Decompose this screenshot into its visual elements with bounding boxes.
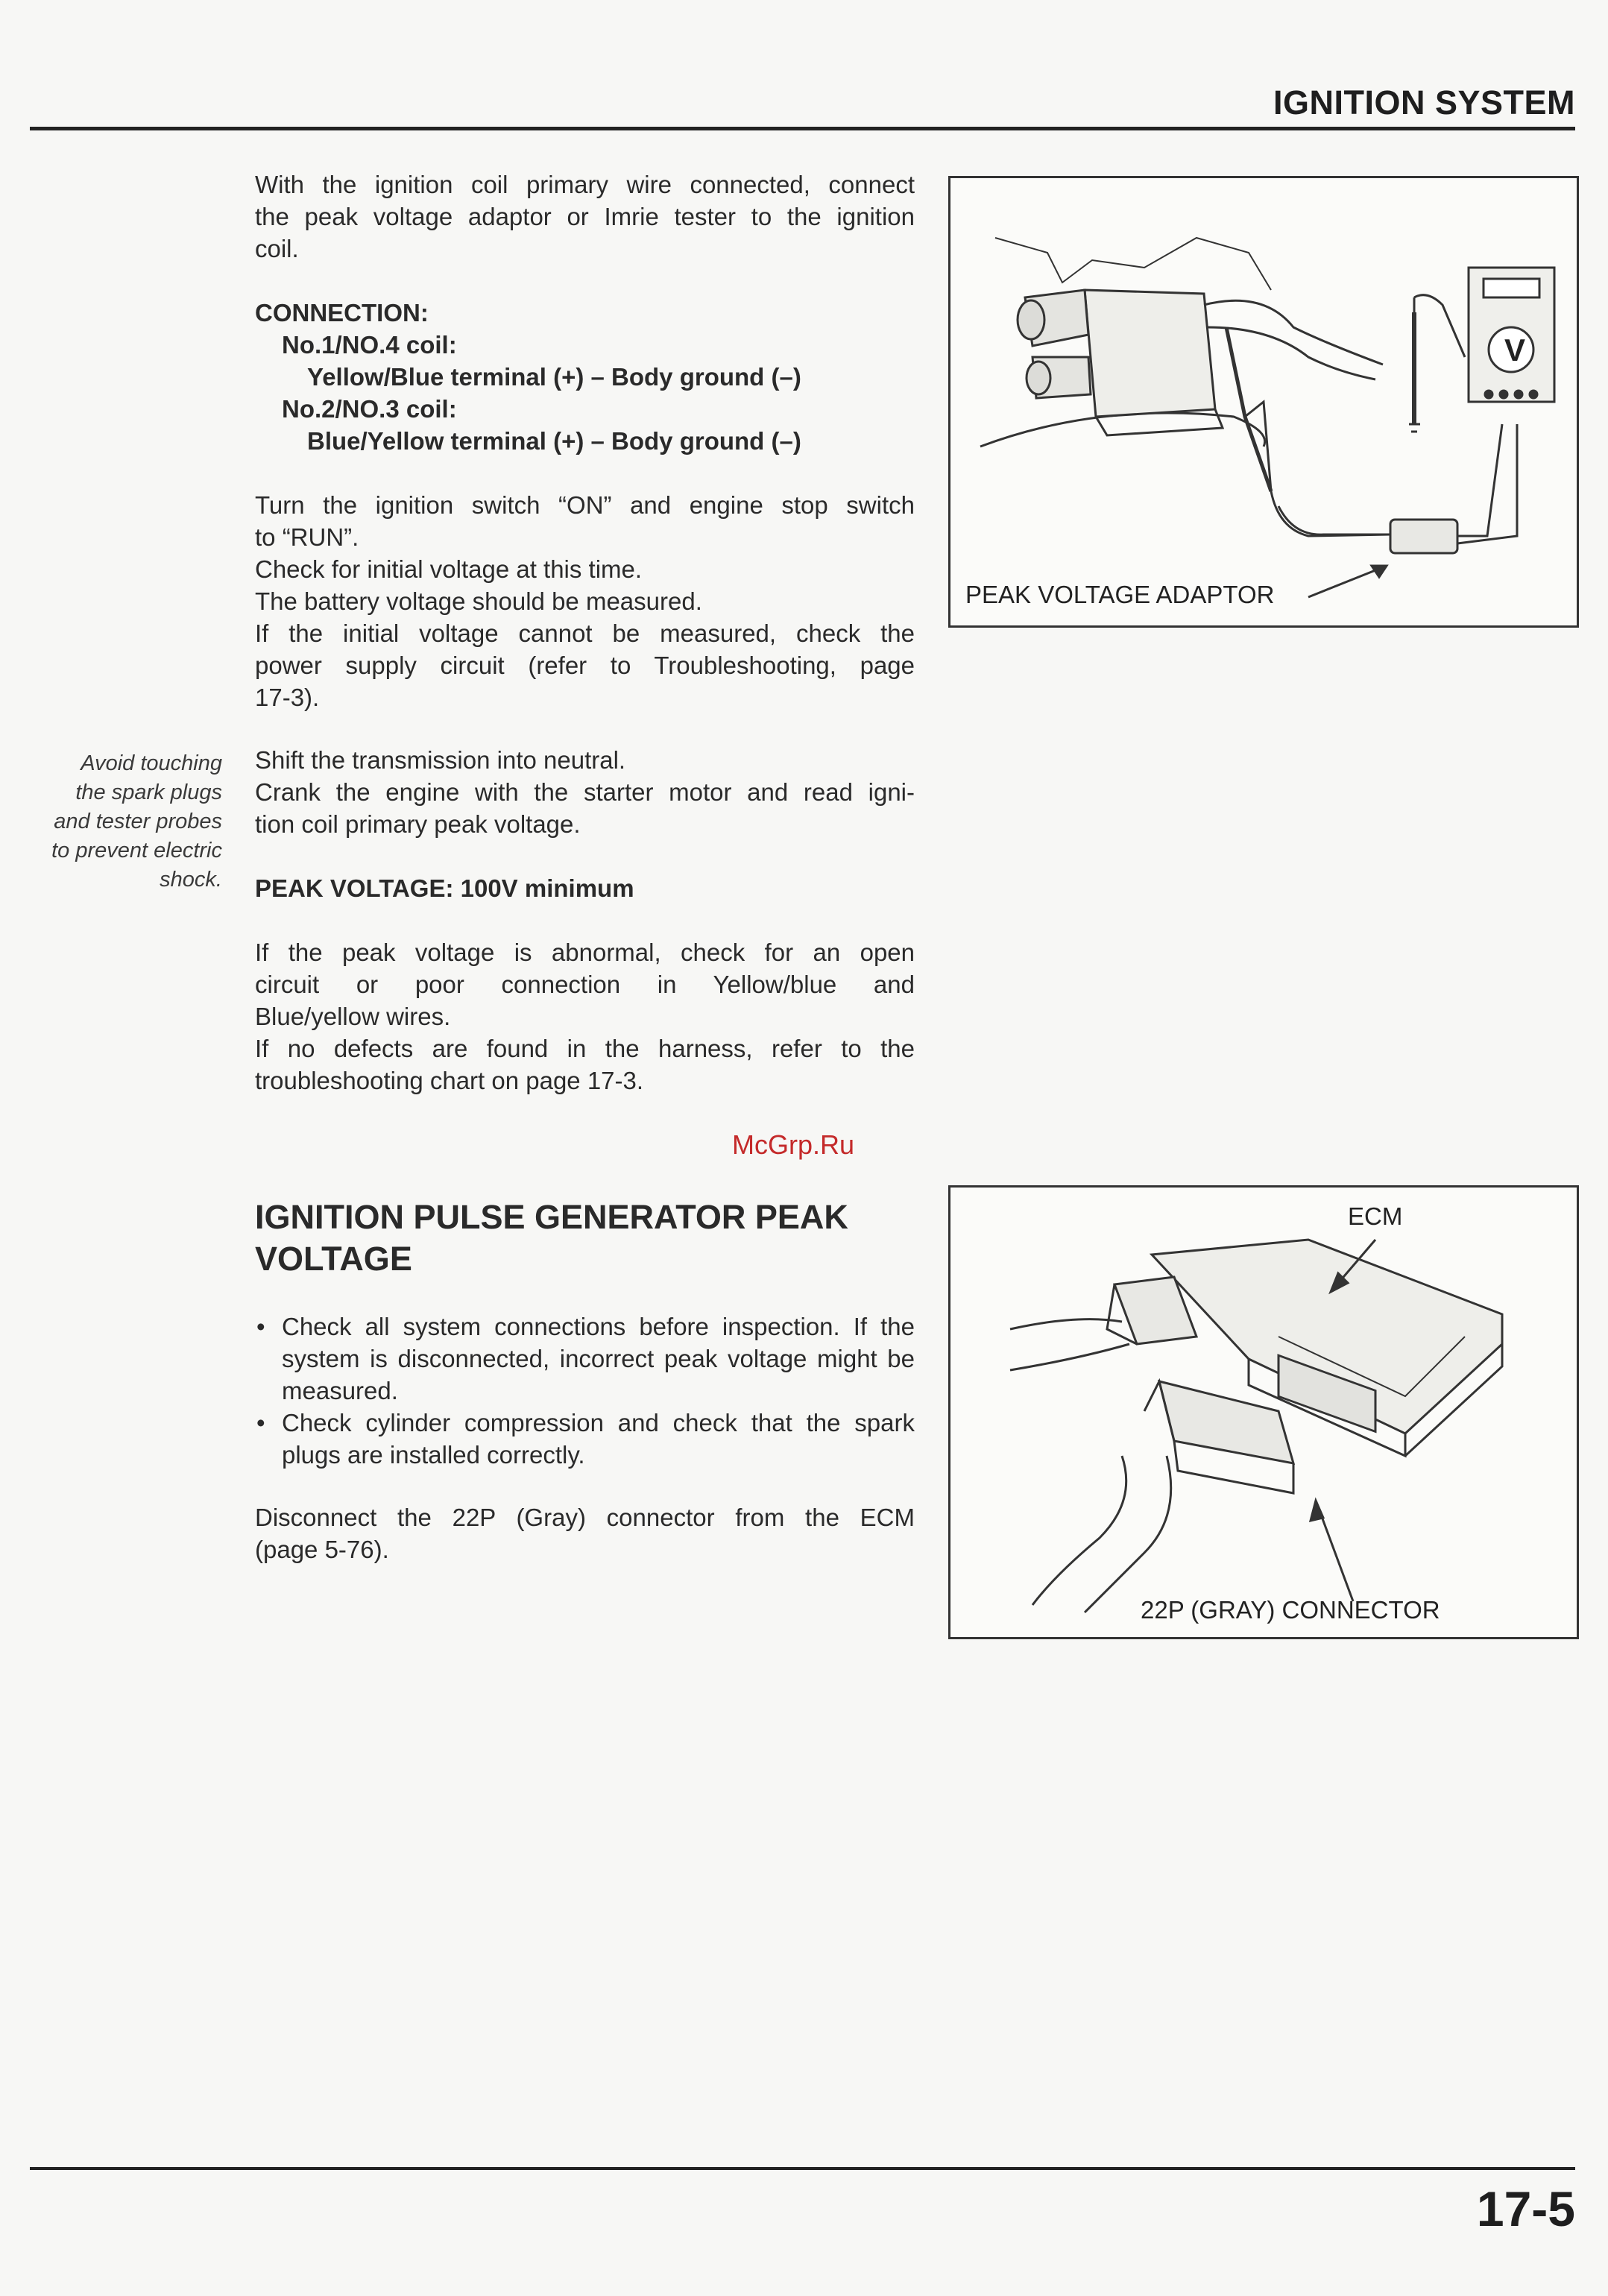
abnormal-line: If no defects are found in the harness, refer to the (255, 1035, 915, 1062)
abnormal-line: If the peak voltage is abnormal, check for an open (255, 939, 915, 966)
footer-rule (30, 2167, 1575, 2170)
coil1-terminal: Yellow/Blue terminal (+) – Body ground (–) (307, 363, 801, 391)
intro-line: the peak voltage adaptor or Imrie tester to the ignition (255, 203, 915, 230)
peak-voltage-adaptor-label: PEAK VOLTAGE ADAPTOR (965, 581, 1275, 608)
section-title-line: VOLTAGE (255, 1240, 412, 1278)
bullet-line: might be measured. (282, 1345, 915, 1404)
abnormal-paragraph (255, 936, 915, 1097)
switch-line: power supply circuit (refer to Troubleshooting, page (255, 652, 915, 679)
ecm-connector-figure (948, 1185, 1579, 1639)
ecm-label: ECM (1348, 1202, 1403, 1230)
bullet-line: the system is disconnected, incorrect peak voltage (282, 1313, 915, 1372)
switch-line: The battery voltage should be measured. (255, 587, 702, 615)
connector-label: 22P (GRAY) CONNECTOR (1141, 1596, 1440, 1624)
switch-line: 17-3). (255, 684, 320, 711)
section-header-title: IGNITION SYSTEM (1273, 83, 1575, 122)
coil1-label: No.1/NO.4 coil: (282, 331, 457, 359)
side-note-line: the spark plugs (75, 780, 222, 804)
bullet-icon: • (256, 1313, 265, 1340)
section-title (255, 1196, 915, 1280)
coil2-label: No.2/NO.3 coil: (282, 395, 457, 423)
crank-line: Crank the engine with the starter motor and read igni- (255, 778, 915, 806)
crank-paragraph (255, 744, 915, 840)
ecm-connector-illustration (950, 1188, 1577, 1637)
connection-heading: CONNECTION: (255, 299, 429, 327)
intro-line: With the ignition coil primary wire connected, connect (255, 171, 915, 198)
list-item (255, 1407, 915, 1471)
switch-line: to “RUN”. (255, 523, 359, 551)
peak-voltage-spec (255, 872, 915, 904)
header-rule (30, 127, 1575, 130)
safety-side-note (30, 749, 222, 895)
bullet-icon: • (256, 1409, 265, 1436)
side-note-line: and tester probes (54, 810, 222, 833)
side-note-line: shock. (160, 868, 222, 892)
switch-line: Check for initial voltage at this time. (255, 555, 643, 583)
switch-line: Turn the ignition switch “ON” and engine stop switch (255, 491, 915, 519)
disconnect-line: Disconnect the 22P (Gray) connector from the ECM (255, 1504, 915, 1531)
switch-paragraph (255, 489, 915, 713)
watermark: McGrp.Ru (732, 1129, 855, 1160)
side-note-line: to prevent electric (51, 839, 222, 862)
disconnect-line: (page 5-76). (255, 1536, 389, 1563)
coil2-terminal: Blue/Yellow terminal (+) – Body ground (–) (307, 427, 801, 455)
ignition-coil-illustration (950, 178, 1577, 625)
intro-line: coil. (255, 235, 299, 262)
connection-block (255, 297, 915, 457)
abnormal-line: circuit or poor connection in Yellow/blue and (255, 971, 915, 998)
bullet-line: Check cylinder compression and check that the (282, 1409, 841, 1436)
inspection-bullet-list (255, 1311, 915, 1471)
abnormal-line: troubleshooting chart on page 17-3. (255, 1067, 644, 1094)
side-note-line: Avoid touching (81, 751, 222, 775)
peak-voltage-adaptor-figure (948, 176, 1579, 628)
crank-line: Shift the transmission into neutral. (255, 746, 626, 774)
bullet-line: Check all system connections before inspection. If (282, 1313, 868, 1340)
section-title-line: IGNITION PULSE GENERATOR PEAK (255, 1198, 848, 1236)
voltmeter-symbol: V (1504, 332, 1526, 368)
disconnect-paragraph (255, 1501, 915, 1565)
crank-line: tion coil primary peak voltage. (255, 810, 581, 838)
peak-voltage-text: PEAK VOLTAGE: 100V minimum (255, 874, 634, 902)
switch-line: If the initial voltage cannot be measured, check the (255, 619, 915, 647)
abnormal-line: Blue/yellow wires. (255, 1003, 451, 1030)
list-item (255, 1311, 915, 1407)
intro-paragraph (255, 168, 915, 265)
page-number: 17-5 (1476, 2181, 1575, 2236)
bullet-line: spark plugs are installed correctly. (282, 1409, 915, 1469)
